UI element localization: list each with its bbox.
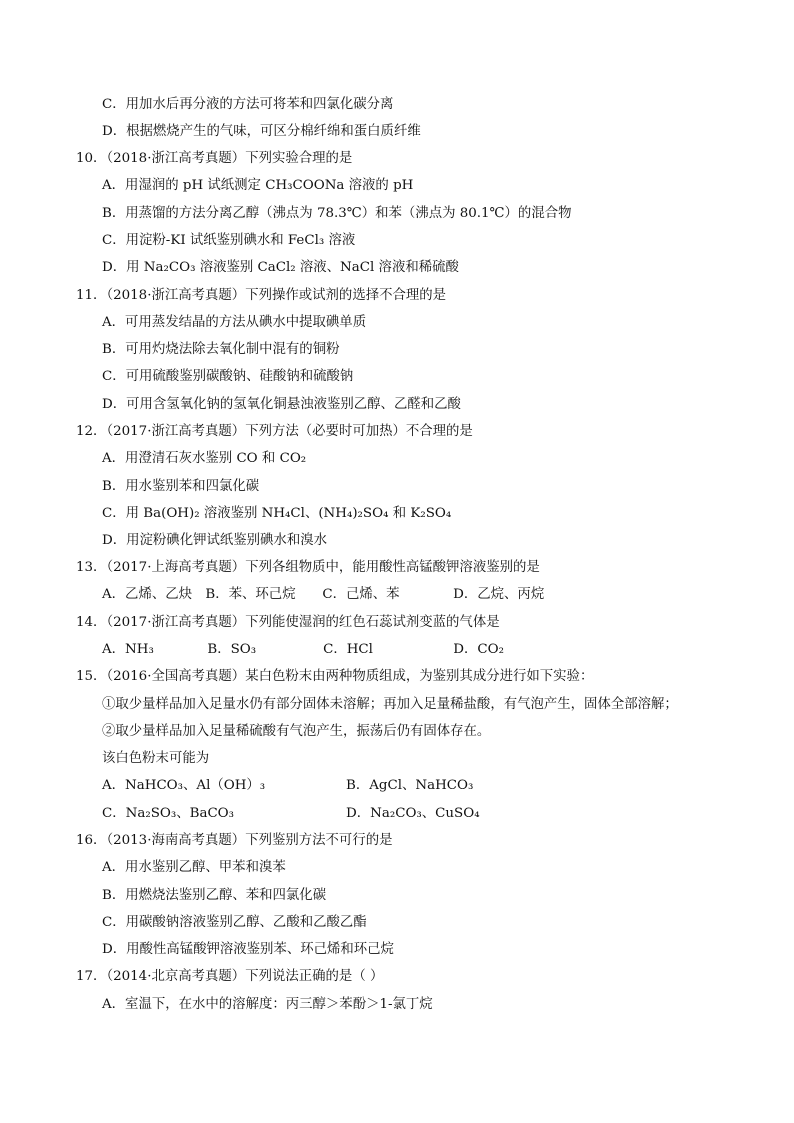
q10-option-d: D．用 Na₂CO₃ 溶液鉴别 CaCl₂ 溶液、NaCl 溶液和稀硫酸 bbox=[102, 260, 459, 275]
q17-option-a: A．室温下，在水中的溶解度：丙三醇＞苯酚＞1-氯丁烷 bbox=[102, 997, 433, 1012]
q17-stem: 17．（2014·北京高考真题）下列说法正确的是（ ） bbox=[76, 969, 384, 984]
q11-option-b: B．可用灼烧法除去氧化制中混有的铜粉 bbox=[102, 342, 340, 357]
q12-option-d: D．用淀粉碘化钾试纸鉴别碘水和溴水 bbox=[102, 533, 327, 548]
q11-option-d: D．可用含氢氧化钠的氢氧化铜悬浊液鉴别乙醇、乙醛和乙酸 bbox=[102, 397, 461, 412]
q15-option-c: C．Na₂SO₃、BaCO₃ bbox=[102, 806, 235, 821]
q11-option-a: A．可用蒸发结晶的方法从碘水中提取碘单质 bbox=[102, 315, 367, 330]
q13-stem: 13．（2017·上海高考真题）下列各组物质中，能用酸性高锰酸钾溶液鉴别的是 bbox=[76, 560, 540, 575]
q15-option-d: D．Na₂CO₃、CuSO₄ bbox=[346, 806, 480, 821]
q12-stem: 12．（2017·浙江高考真题）下列方法（必要时可加热）不合理的是 bbox=[76, 424, 473, 439]
q11-option-c: C．可用硫酸鉴别碳酸钠、硅酸钠和硫酸钠 bbox=[102, 369, 354, 384]
q16-option-a: A．用水鉴别乙醇、甲苯和溴苯 bbox=[102, 860, 286, 875]
q10-option-c: C．用淀粉-KI 试纸鉴别碘水和 FeCl₃ 溶液 bbox=[102, 233, 356, 248]
q13-options: A．乙烯、乙炔 B．苯、环己烷 C．己烯、苯 D．乙烷、丙烷 bbox=[102, 587, 545, 602]
q12-option-a: A．用澄清石灰水鉴别 CO 和 CO₂ bbox=[102, 451, 307, 466]
q16-option-d: D．用酸性高锰酸钾溶液鉴别苯、环己烯和环己烷 bbox=[102, 942, 394, 957]
q15-stem: 15．（2016·全国高考真题）某白色粉末由两种物质组成，为鉴别其成分进行如下实验： bbox=[76, 669, 594, 684]
q10-option-b: B．用蒸馏的方法分离乙醇（沸点为 78.3℃）和苯（沸点为 80.1℃）的混合物 bbox=[102, 206, 572, 221]
q16-stem: 16．（2013·海南高考真题）下列鉴别方法不可行的是 bbox=[76, 833, 393, 848]
q16-option-c: C．用碳酸钠溶液鉴别乙醇、乙酸和乙酸乙酯 bbox=[102, 915, 367, 930]
q10-stem: 10．（2018·浙江高考真题）下列实验合理的是 bbox=[76, 151, 353, 166]
q11-stem: 11．（2018·浙江高考真题）下列操作或试剂的选择不合理的是 bbox=[76, 288, 447, 303]
q12-option-b: B．用水鉴别苯和四氯化碳 bbox=[102, 479, 260, 494]
q14-stem: 14．（2017·浙江高考真题）下列能使湿润的红色石蕊试剂变蓝的气体是 bbox=[76, 615, 500, 630]
q10-option-a: A．用湿润的 pH 试纸测定 CH₃COONa 溶液的 pH bbox=[102, 178, 414, 193]
q9-option-d: D．根据燃烧产生的气味，可区分棉纤绵和蛋白质纤维 bbox=[102, 124, 421, 139]
q12-option-c: C．用 Ba(OH)₂ 溶液鉴别 NH₄Cl、(NH₄)₂SO₄ 和 K₂SO₄ bbox=[102, 506, 452, 521]
q15-experiment-2: ②取少量样品加入足量稀硫酸有气泡产生，振荡后仍有固体存在。 bbox=[102, 724, 491, 739]
q15-experiment-1: ①取少量样品加入足量水仍有部分固体未溶解；再加入足量稀盐酸，有气泡产生，固体全部溶解； bbox=[102, 697, 678, 712]
q14-options: A．NH₃ B．SO₃ C．HCl D．CO₂ bbox=[102, 642, 504, 657]
q15-prompt: 该白色粉末可能为 bbox=[102, 751, 210, 766]
q16-option-b: B．用燃烧法鉴别乙醇、苯和四氯化碳 bbox=[102, 888, 327, 903]
q15-option-b: B．AgCl、NaHCO₃ bbox=[346, 778, 474, 793]
q15-option-a: A．NaHCO₃、Al（OH）₃ bbox=[102, 778, 266, 793]
q9-option-c: C．用加水后再分液的方法可将苯和四氯化碳分离 bbox=[102, 97, 394, 112]
